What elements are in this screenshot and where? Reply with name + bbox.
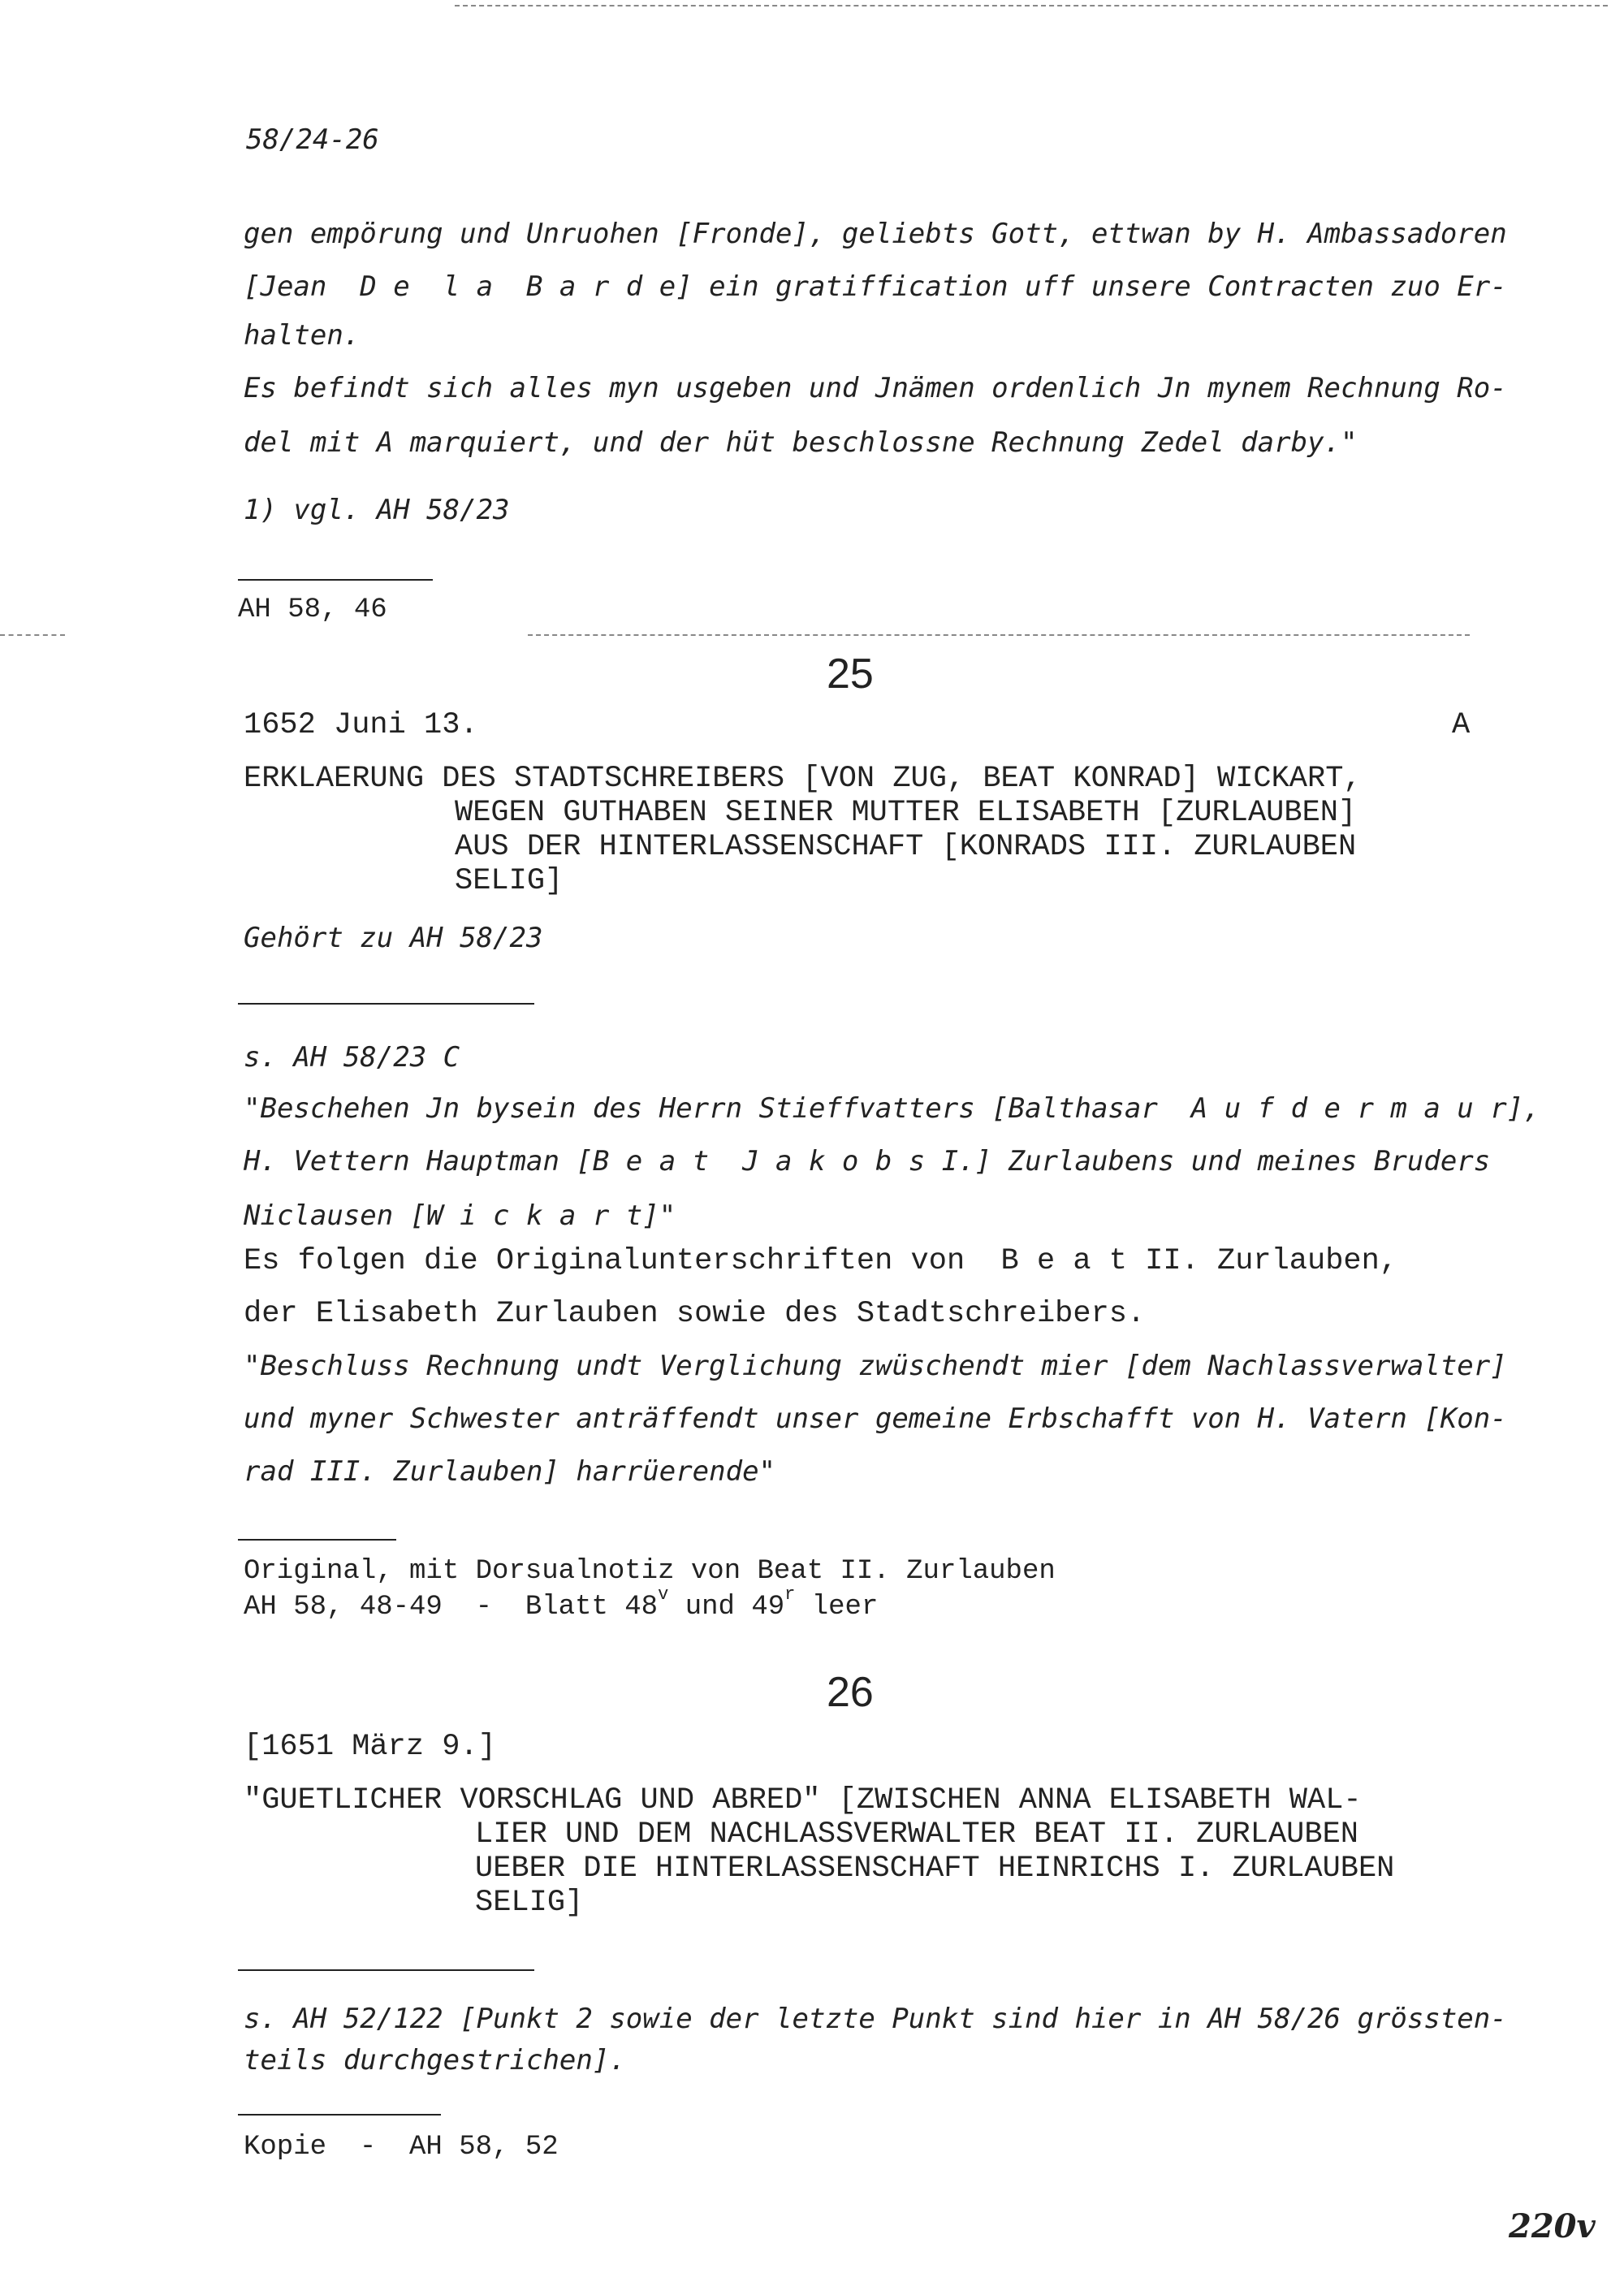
letter-line-5: del mit A marquiert, und der hüt beschlossne Rechnung Zedel darby." — [244, 426, 1358, 459]
quote-line-5: und myner Schwester anträffendt unser gemeine Erbschafft von H. Vatern [Kon- — [244, 1402, 1507, 1435]
note-line-1: s. AH 52/122 [Punkt 2 sowie der letzte Punkt sind hier in AH 58/26 grössten- — [244, 2003, 1507, 2035]
separator-rule — [238, 2114, 441, 2116]
quote-line-4: "Beschluss Rechnung undt Verglichung zwüschendt mier [dem Nachlassverwalter] — [244, 1350, 1507, 1382]
document-title-line-1: "GUETLICHER VORSCHLAG UND ABRED" [ZWISCHEN ANNA ELISABETH WAL- — [244, 1783, 1362, 1817]
document-title-line-4: SELIG] — [475, 1886, 584, 1920]
quote-line-6: rad III. Zurlauben] harrüerende" — [244, 1455, 776, 1488]
document-title-line-4: SELIG] — [455, 864, 564, 898]
source-line-1: Original, mit Dorsualnotiz von Beat II. Zurlauben — [244, 1556, 1056, 1587]
scan-mark — [528, 634, 1470, 636]
handwritten-page-number: 220v — [1509, 2207, 1596, 2245]
letter-line-3: halten. — [244, 319, 361, 352]
header-reference: 58/24-26 — [246, 123, 379, 156]
letter-line-4: Es befindt sich alles myn usgeben und Jnämen ordenlich Jn mynem Rechnung Ro- — [244, 372, 1507, 404]
scan-mark — [0, 634, 65, 636]
source-reference-24: AH 58, 46 — [238, 594, 387, 625]
scan-edge — [455, 5, 1608, 6]
document-title-line-1: ERKLAERUNG DES STADTSCHREIBERS [VON ZUG, BEAT KONRAD] WICKART, — [244, 762, 1362, 796]
document-title-line-2: WEGEN GUTHABEN SEINER MUTTER ELISABETH [ZURLAUBEN] — [455, 796, 1357, 830]
footnote-1: 1) vgl. AH 58/23 — [244, 494, 510, 526]
document-date: [1651 März 9.] — [244, 1730, 496, 1764]
document-number: 26 — [827, 1669, 874, 1716]
document-marker: A — [1452, 708, 1471, 742]
letter-line-1: gen empörung und Unruohen [Fronde], geliebts Gott, ettwan by H. Ambassadoren — [244, 218, 1507, 250]
separator-rule — [238, 579, 433, 581]
letter-line-2: [Jean D e l a B a r d e] ein gratiffication uff unsere Contracten zuo Er- — [244, 270, 1507, 303]
document-title-line-3: AUS DER HINTERLASSENSCHAFT [KONRADS III. ZURLAUBEN — [455, 830, 1357, 864]
note-line-2: teils durchgestrichen]. — [244, 2044, 626, 2077]
quote-line-3: Niclausen [W i c k a r t]" — [244, 1199, 676, 1232]
separator-rule — [238, 1969, 534, 1971]
note-line-1: Es folgen die Originalunterschriften von B e a t II. Zurlauben, — [244, 1244, 1398, 1278]
note-line-2: der Elisabeth Zurlauben sowie des Stadtschreibers. — [244, 1297, 1146, 1331]
separator-rule — [238, 1003, 534, 1005]
quote-line-2: H. Vettern Hauptman [B e a t J a k o b s I.] Zurlaubens und meines Bruders — [244, 1145, 1491, 1178]
separator-rule — [238, 1539, 396, 1541]
source-copy: Kopie - AH 58, 52 — [244, 2132, 559, 2163]
cross-reference: s. AH 58/23 C — [244, 1041, 460, 1074]
source-line-2: AH 58, 48-49 - Blatt 48$^v$ und 49$^r$ leer — [244, 1584, 879, 1623]
document-title-line-3: UEBER DIE HINTERLASSENSCHAFT HEINRICHS I. ZURLAUBEN — [475, 1852, 1395, 1886]
document-title-line-2: LIER UND DEM NACHLASSVERWALTER BEAT II. ZURLAUBEN — [475, 1817, 1358, 1852]
belongs-note: Gehört zu AH 58/23 — [244, 922, 543, 954]
document-date: 1652 Juni 13. — [244, 708, 478, 742]
document-number: 25 — [827, 650, 874, 698]
quote-line-1: "Beschehen Jn bysein des Herrn Stieffvatters [Balthasar A u f d e r m a u r], — [244, 1092, 1540, 1125]
